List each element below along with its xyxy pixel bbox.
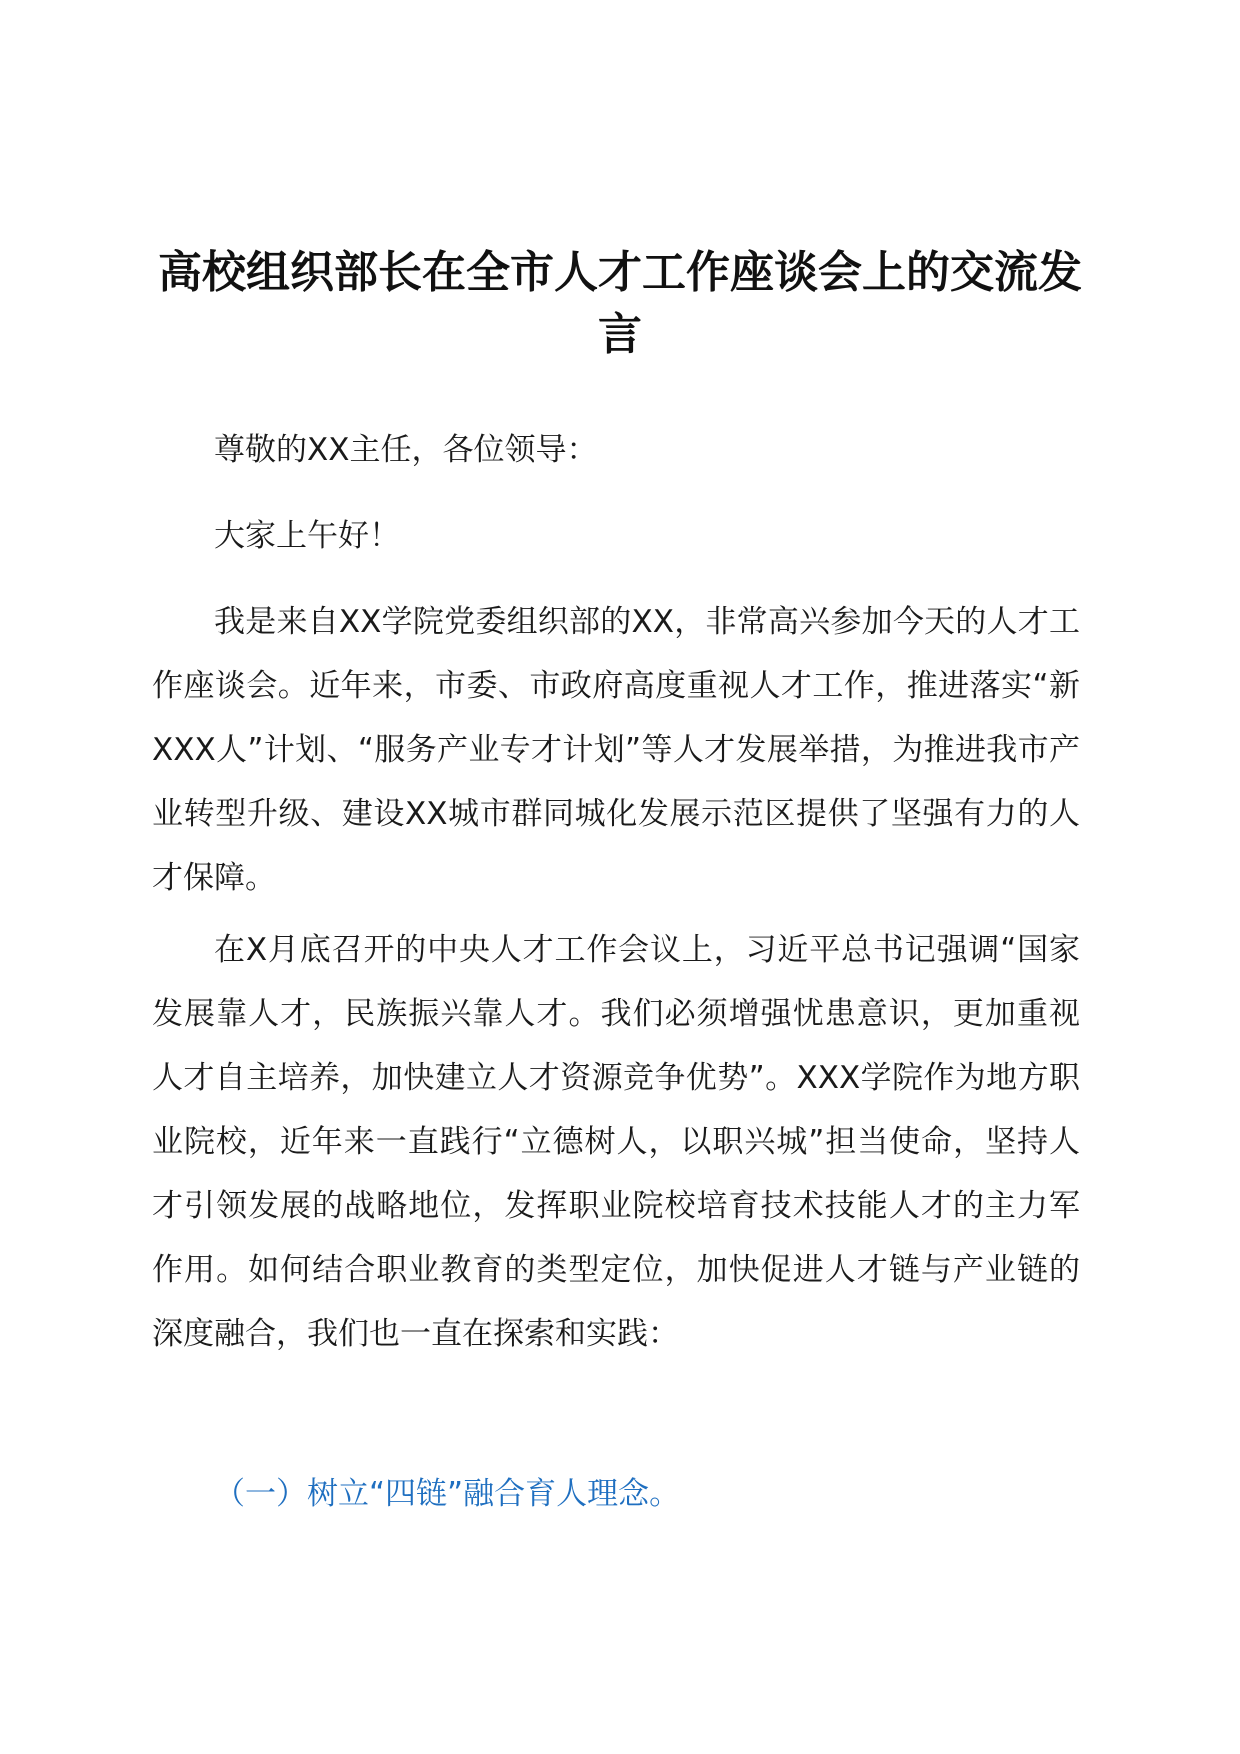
document-title: 高校组织部长在全市人才工作座谈会上的交流发言: [158, 247, 1082, 360]
section-heading: （一）树立“四链”融合育人理念。: [214, 1476, 681, 1512]
body-paragraph-conference: 在X月底召开的中央人才工作会议上，习近平总书记强调“国家发展靠人才，民族振兴靠人才。我们必须增强忧患意识，更加重视人才自主培养，加快建立人才资源竞争优势”。XXX学院作为地方职业院校，近年来一直践行“立德树人，以职兴城”担当使命，坚持人才引领发展的战略地位，发挥职业院校培育技术技能人才的主力军作用。如何结合职业教育的类型定位，加快促进人才链与产业链的深度融合，我们也一直在探索和实践：: [152, 932, 1080, 1352]
salutation: 尊敬的XX主任，各位领导：: [214, 432, 598, 468]
greeting: 大家上午好！: [214, 518, 400, 554]
body-paragraph-intro: 我是来自XX学院党委组织部的XX，非常高兴参加今天的人才工作座谈会。近年来，市委、市政府高度重视人才工作，推进落实“新XXX人”计划、“服务产业专才计划”等人才发展举措，为推进我市产业转型升级、建设XX城市群同城化发展示范区提供了坚强有力的人才保障。: [152, 604, 1080, 896]
